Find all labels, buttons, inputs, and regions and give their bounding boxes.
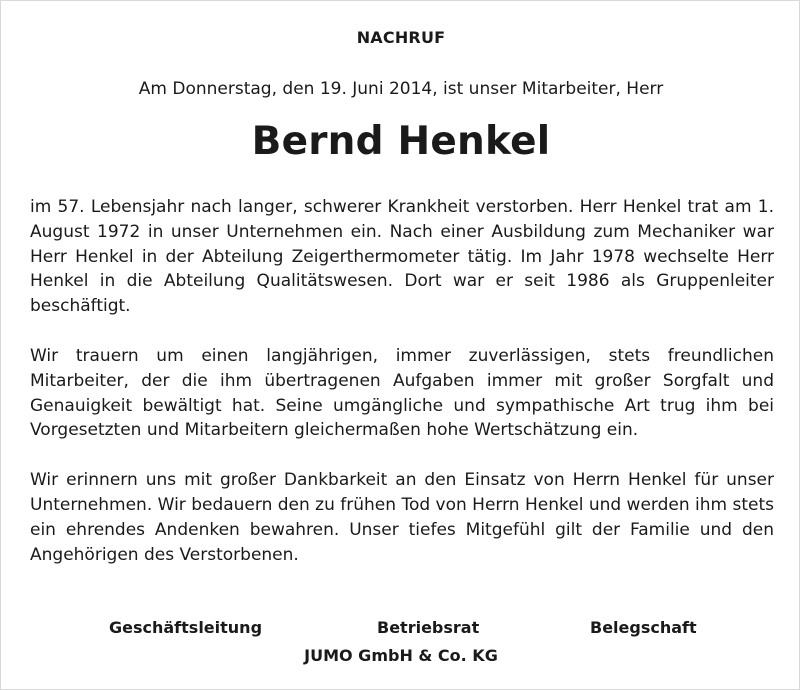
signatures-row (1, 618, 800, 642)
paragraph-mourning: Wir trauern um einen langjährigen, immer zuverlässigen, stets freundlichen Mitarbeiter, der die ihm übertragenen Aufgaben immer mit großer Sorgfalt und Genauigkeit bewältigt hat. Seine umgängliche und sympathische Art trug ihm bei Vorgesetzten und Mitarbeitern gleichermaßen hohe Wertschätzung ein. (30, 345, 774, 441)
notice-body (30, 195, 774, 592)
intro-line: Am Donnerstag, den 19. Juni 2014, ist unser Mitarbeiter, Herr (138, 79, 664, 99)
deceased-name: Bernd Henkel (251, 119, 551, 164)
paragraph-career: im 57. Lebensjahr nach langer, schwerer Krankheit verstorben. Herr Henkel trat am 1. August 1972 in unser Unternehmen ein. Nach einer Ausbildung zum Mechaniker war Herr Henkel in der Abteilung Zeigerthermometer tätig. Im Jahr 1978 wechselte Herr Henkel in die Abteilung Qualitätswesen. Dort war er seit 1986 als Gruppenleiter beschäftigt. (30, 197, 774, 317)
signature-management: Geschäftsleitung (109, 618, 263, 637)
signature-staff: Belegschaft (590, 618, 697, 637)
company-name: JUMO GmbH & Co. KG (304, 646, 498, 665)
signature-works-council: Betriebsrat (377, 618, 480, 637)
paragraph-remembrance: Wir erinnern uns mit großer Dankbarkeit an den Einsatz von Herrn Henkel für unser Unternehmen. Wir bedauern den zu frühen Tod von Herrn Henkel und werden ihm stets ein ehrendes Andenken bewahren. Unser tiefes Mitgefühl gilt der Familie und den Angehörigen des Verstorbenen. (30, 470, 775, 565)
notice-heading: NACHRUF (356, 28, 446, 47)
